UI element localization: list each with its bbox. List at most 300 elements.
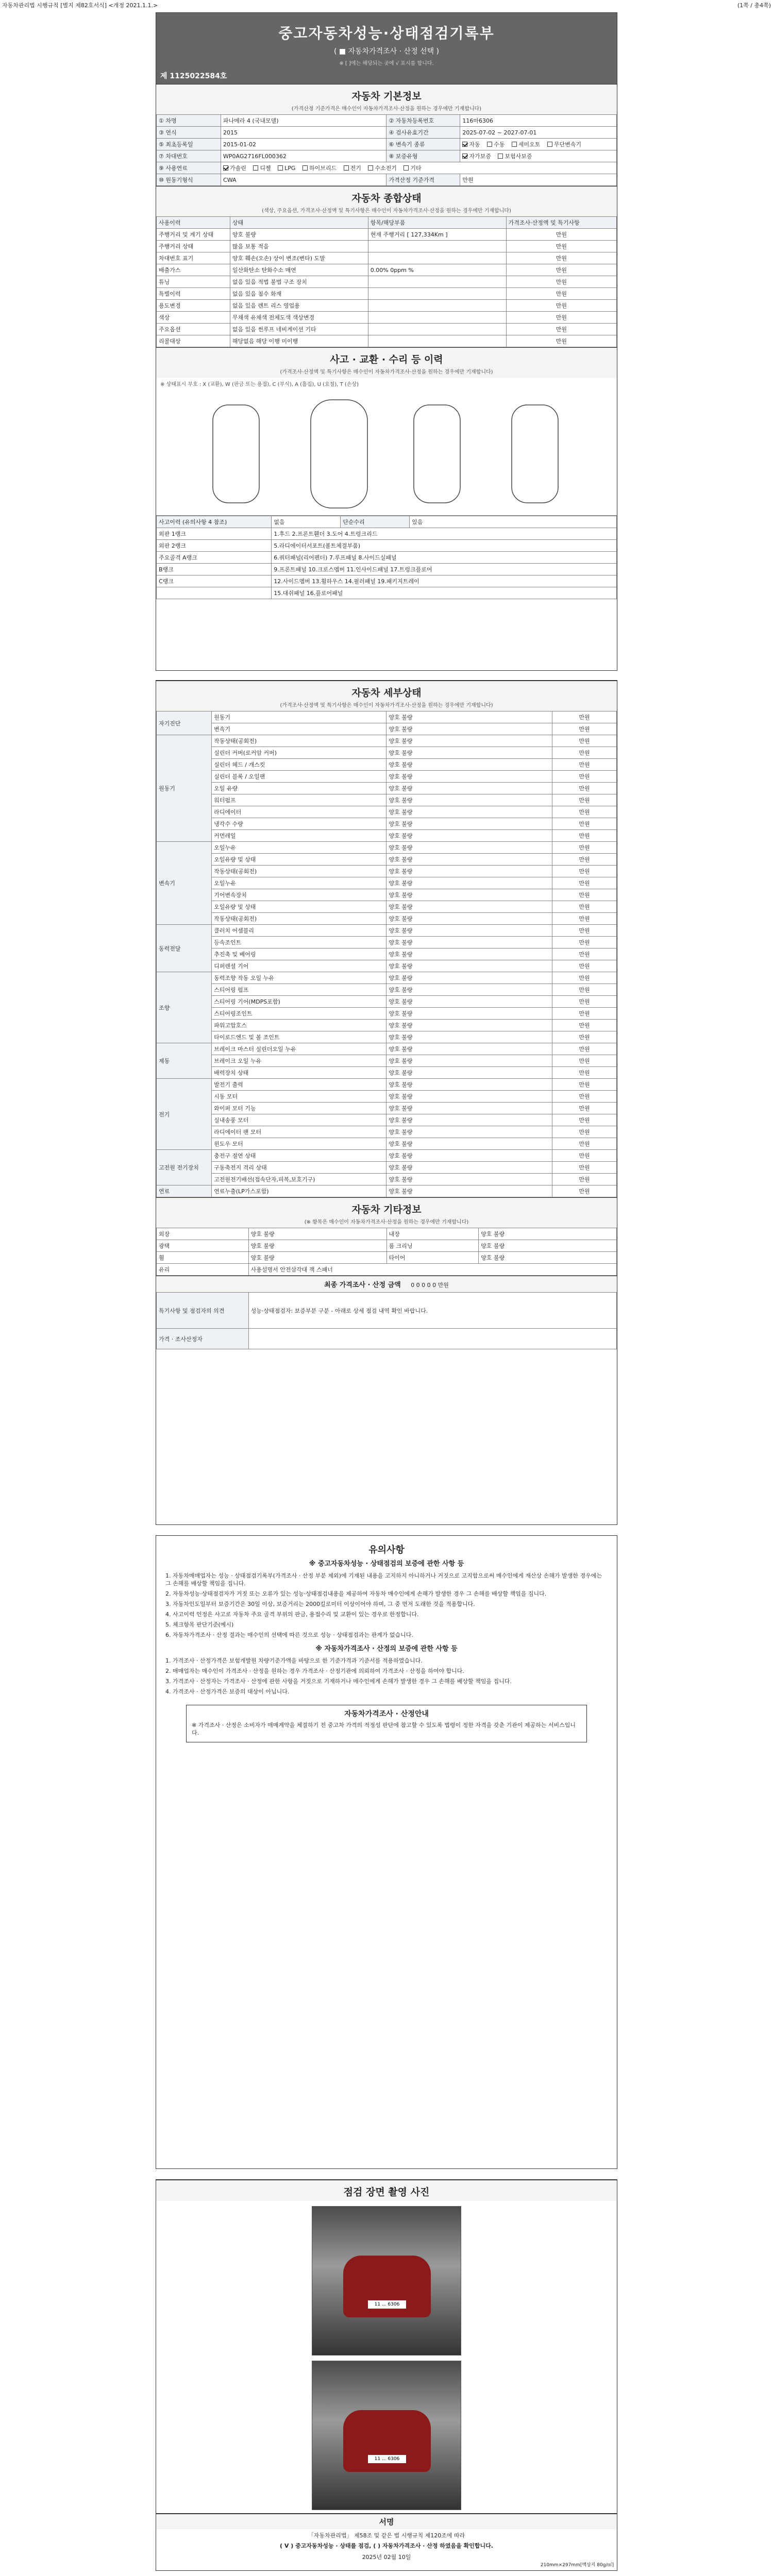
item-label: 등속조인트 <box>212 937 386 948</box>
group-label: 자기진단 <box>157 711 212 735</box>
item-label: 충전구 절연 상태 <box>212 1150 386 1162</box>
item-status: 양호 불량 <box>386 1138 552 1150</box>
accident-value: 없음 <box>272 516 341 528</box>
group-label: 변속기 <box>157 842 212 925</box>
rank-parts: 15.대쉬패널 16.플로어패널 <box>272 587 617 599</box>
rank-parts: 6.쿼터패널(리어펜더) 7.루프패널 8.사이드실패널 <box>272 552 617 564</box>
item-status: 양호 불량 <box>386 925 552 937</box>
row-detail <box>368 300 506 312</box>
record-number: 제 1125022584호 <box>160 72 227 80</box>
section-title: 서명 <box>379 2517 394 2527</box>
item-status: 양호 불량 <box>386 1091 552 1103</box>
reg-no-value: 116마6306 <box>460 115 617 127</box>
table-row <box>157 276 617 288</box>
section-note: (색상, 주요옵션, 가격조사·산정액 및 특기사항은 매수인이 자동차가격조사·산정을 원하는 경우에만 기재합니다) <box>262 208 511 214</box>
etc-item: 타이어 <box>386 1252 479 1264</box>
table-row <box>157 866 617 877</box>
table-row <box>157 842 617 854</box>
table-row <box>157 806 617 818</box>
item-status: 양호 불량 <box>386 747 552 759</box>
trans-opt: 무단변속기 <box>553 141 582 148</box>
item-status: 양호 불량 <box>386 771 552 783</box>
row-status: 일산화탄소 탄화수소 매연 <box>230 264 368 276</box>
table-row <box>157 723 617 735</box>
row-label: 튜닝 <box>157 276 230 288</box>
item-status: 양호 불량 <box>386 1185 552 1197</box>
row-label: 색상 <box>157 312 230 324</box>
table-row <box>157 312 617 324</box>
item-label: 원동기 <box>212 711 386 723</box>
notice-item: 6. 자동차가격조사 · 산정 결과는 매수인의 선택에 따른 것으로 성능 · 상태점검과는 관계가 없습니다. <box>165 1632 413 1638</box>
item-price: 만원 <box>552 937 616 948</box>
row-price: 만원 <box>506 241 616 252</box>
etc-table <box>156 1228 617 1276</box>
table-row <box>157 913 617 925</box>
item-status: 양호 불량 <box>386 818 552 830</box>
row-status: 양호 불량 <box>230 229 368 241</box>
item-price: 만원 <box>552 747 616 759</box>
section-title: 자동차 기타정보 <box>351 1204 422 1215</box>
table-row <box>157 1264 617 1276</box>
checkbox-icon <box>498 154 503 159</box>
item-label: 작동상태(공회전) <box>212 913 386 925</box>
notice-item: 4. 가격조사 · 산정가격은 보증의 대상이 아닙니다. <box>165 1688 290 1695</box>
page-count: (1쪽 / 총4쪽) <box>737 2 771 9</box>
item-price: 만원 <box>552 1055 616 1067</box>
basic-info-header <box>156 84 617 114</box>
table-row <box>157 1114 617 1126</box>
table-row <box>157 1252 617 1264</box>
etc-item: 룸 크리닝 <box>386 1240 479 1252</box>
item-label: 고전원전기배선(접속단자,피복,보호기구) <box>212 1174 386 1185</box>
row-label: 리콜대상 <box>157 335 230 347</box>
item-price: 만원 <box>552 901 616 913</box>
table-row <box>157 575 617 587</box>
row-label: 주행거리 상태 <box>157 241 230 252</box>
section-title: 사고 · 교환 · 수리 등 이력 <box>330 354 443 365</box>
row-status: 없음 있음 침수 화재 <box>230 288 368 300</box>
item-status: 양호 불량 <box>386 794 552 806</box>
item-price: 만원 <box>552 794 616 806</box>
row-detail <box>368 335 506 347</box>
table-row <box>157 1091 617 1103</box>
license-plate: 11 ... 6306 <box>368 2300 406 2309</box>
item-label: 오일 유량 <box>212 783 386 794</box>
checkbox-icon <box>512 142 517 147</box>
item-price: 만원 <box>552 1020 616 1031</box>
paper-spec: 210mm×297mm[백상지 80g/㎡] <box>540 2563 614 2568</box>
car-top-view <box>311 400 367 508</box>
table-row <box>157 1126 617 1138</box>
item-price: 만원 <box>552 854 616 866</box>
item-label: 윈도우 모터 <box>212 1138 386 1150</box>
row-price: 만원 <box>506 264 616 276</box>
page-two <box>156 680 617 1525</box>
etc-status: 양호 불량 <box>248 1228 386 1240</box>
item-label: 파워고압호스 <box>212 1020 386 1031</box>
notice-item: 2. 자동차성능·상태점검자가 거짓 또는 오류가 있는 성능·상태점검내용을 제공하여 자동차 매수인에게 손해가 발생한 경우 그 손해를 배상할 책임을 집니다. <box>165 1590 547 1597</box>
item-label: 기어변속장치 <box>212 889 386 901</box>
signature-line: 「자동차관리법」 제58조 및 같은 법 시행규칙 제120조에 따라 <box>308 2532 465 2539</box>
item-price: 만원 <box>552 1162 616 1174</box>
item-status: 양호 불량 <box>386 1150 552 1162</box>
item-status: 양호 불량 <box>386 711 552 723</box>
item-price: 만원 <box>552 960 616 972</box>
item-status: 양호 불량 <box>386 1103 552 1114</box>
item-label: 워터펌프 <box>212 794 386 806</box>
item-status: 양호 불량 <box>386 901 552 913</box>
detail-header <box>156 681 617 711</box>
group-label: 고전원 전기장치 <box>157 1150 212 1185</box>
row-status: 없음 있음 렌트 리스 영업용 <box>230 300 368 312</box>
item-price: 만원 <box>552 1008 616 1020</box>
item-label: 오일유량 및 상태 <box>212 901 386 913</box>
item-status: 양호 불량 <box>386 913 552 925</box>
table-row <box>157 830 617 842</box>
pricing-guide-box <box>186 1705 587 1742</box>
table-row <box>157 711 617 723</box>
trans-opt: 세미오토 <box>518 141 541 148</box>
table-row <box>157 972 617 984</box>
page-one <box>156 12 617 671</box>
fuel-opt: 수소전기 <box>375 165 397 172</box>
row-detail <box>368 241 506 252</box>
vin-value: WP0AG2716FL000362 <box>221 150 386 162</box>
rank-parts: 5.라디에이터서포트(볼트체결부품) <box>272 540 617 552</box>
first-reg-label: ⑤ 최초등록일 <box>157 139 221 150</box>
checkbox-icon <box>344 165 349 171</box>
col-header: 가격조사·산정액 및 특기사항 <box>506 217 616 229</box>
etc-status: 양호 불량 <box>479 1240 617 1252</box>
fuel-opt: 전기 <box>350 165 361 172</box>
section-title: 자동차 기본정보 <box>351 91 422 102</box>
item-label: 디퍼렌셜 기어 <box>212 960 386 972</box>
page-three <box>156 1535 617 2169</box>
notice-item: 1. 가격조사 · 산정가격은 보험개발원 차량기준가액을 바탕으로 한 기준가격과 기준서를 적용하였습니다. <box>165 1657 423 1664</box>
price-unit: 만원 <box>460 174 617 186</box>
page-four <box>156 2179 617 2561</box>
item-status: 양호 불량 <box>386 1020 552 1031</box>
row-label: 차대번호 표기 <box>157 252 230 264</box>
fuel-opt: 디젤 <box>260 165 271 172</box>
item-price: 만원 <box>552 1138 616 1150</box>
table-row <box>157 889 617 901</box>
table-row <box>157 552 617 564</box>
item-price: 만원 <box>552 783 616 794</box>
notice-title: 유의사항 <box>368 1545 405 1555</box>
checkbox-icon <box>303 165 308 171</box>
signature-section <box>156 2513 617 2571</box>
item-price: 만원 <box>552 1114 616 1126</box>
document-subtitle: ( ■ 자동차가격조사 · 산정 선택 ) <box>333 47 440 56</box>
table-row <box>157 771 617 783</box>
item-label: 배력장치 상태 <box>212 1067 386 1079</box>
status-legend: ※ 상태표시 부호 : X (교환), W (판금 또는 용접), C (부식), A (흠집), U (요철), T (손상) <box>160 382 359 387</box>
etc-item: 유리 <box>157 1264 249 1276</box>
table-row <box>157 1043 617 1055</box>
item-price: 만원 <box>552 877 616 889</box>
item-price: 만원 <box>552 1174 616 1185</box>
item-label: 스티어링 기어(MDPS포함) <box>212 996 386 1008</box>
notice-item: 3. 가격조사 · 산정자는 가격조사 · 산정에 관한 사항을 거짓으로 기재하거나 매수인에게 손해가 발생한 경우 그 손해를 배상할 책임을 집니다. <box>165 1678 512 1685</box>
table-row <box>157 996 617 1008</box>
item-status: 양호 불량 <box>386 854 552 866</box>
item-price: 만원 <box>552 996 616 1008</box>
table-row <box>157 1228 617 1240</box>
item-label: 실린더 블록 / 오일팬 <box>212 771 386 783</box>
overall-table <box>156 216 617 347</box>
row-status: 없음 있음 썬루프 네비게이션 기타 <box>230 324 368 335</box>
item-label: 냉각수 수량 <box>212 818 386 830</box>
table-row <box>157 1067 617 1079</box>
license-plate: 11 ... 6306 <box>368 2455 406 2463</box>
item-label: 스티어링 펌프 <box>212 984 386 996</box>
total-price <box>156 1276 617 1292</box>
document-title: 중고자동차성능·상태점검기록부 <box>278 25 495 42</box>
notice-item: 3. 자동차인도일부터 보증기간은 30일 이상, 보증거리는 2000킬로미터 이상이어야 하며, 그 중 먼저 도래한 것을 적용합니다. <box>165 1601 475 1607</box>
table-row <box>157 960 617 972</box>
table-row <box>157 901 617 913</box>
trans-opt: 자동 <box>469 141 480 148</box>
table-row <box>157 300 617 312</box>
section-note: (가격산정 기준가격은 매수인이 자동차가격조사·산정을 원하는 경우에만 기재합니다) <box>291 106 482 112</box>
rank-label: B랭크 <box>157 564 272 575</box>
table-row <box>157 948 617 960</box>
item-status: 양호 불량 <box>386 972 552 984</box>
table-row <box>157 335 617 347</box>
reg-no-label: ② 자동차등록번호 <box>386 115 460 127</box>
table-row <box>157 877 617 889</box>
item-status: 양호 불량 <box>386 889 552 901</box>
row-price: 만원 <box>506 300 616 312</box>
accident-header <box>156 347 617 378</box>
row-price: 만원 <box>506 288 616 300</box>
notice-item: 4. 사고이력 인정은 사고로 자동차 주요 골격 부위의 판금, 용접수리 및 교환이 있는 경우로 한정합니다. <box>165 1611 419 1618</box>
row-status: 양호 훼손(오손) 상이 변조(변타) 도말 <box>230 252 368 264</box>
notice-section <box>156 1536 617 1756</box>
row-status: 해당없음 해당 이행 미이행 <box>230 335 368 347</box>
guide-text: ※ 가격조사 · 산정은 소비자가 매매계약을 체결하기 전 중고차 가격의 적정성 판단에 참고할 수 있도록 법령이 정한 자격을 갖춘 기관이 제공하는 서비스입니다. <box>192 1722 576 1736</box>
item-price: 만원 <box>552 735 616 747</box>
checkbox-icon <box>462 154 467 159</box>
price-label: 가격산정 기준가격 <box>386 174 460 186</box>
item-price: 만원 <box>552 818 616 830</box>
checkbox-icon <box>404 165 409 171</box>
item-label: 브레이크 오일 누유 <box>212 1055 386 1067</box>
table-row <box>157 1138 617 1150</box>
item-status: 양호 불량 <box>386 960 552 972</box>
table-row <box>157 1174 617 1185</box>
item-price: 만원 <box>552 1185 616 1197</box>
item-label: 변속기 <box>212 723 386 735</box>
trans-label: ⑥ 변속기 종류 <box>386 139 460 150</box>
item-price: 만원 <box>552 1150 616 1162</box>
inspect-label: ④ 검사유효기간 <box>386 127 460 139</box>
item-status: 양호 불량 <box>386 937 552 948</box>
row-status: 많음 보통 적음 <box>230 241 368 252</box>
year-label: ③ 연식 <box>157 127 221 139</box>
table-row <box>157 735 617 747</box>
item-label: 오일누유 <box>212 877 386 889</box>
rank-label: 주요골격 A랭크 <box>157 552 272 564</box>
row-detail <box>368 288 506 300</box>
row-detail <box>368 276 506 288</box>
warranty-opt: 보험사보증 <box>505 153 532 160</box>
item-label: 작동상태(공회전) <box>212 866 386 877</box>
table-row <box>157 1240 617 1252</box>
item-label: 연료누출(LP가스포함) <box>212 1185 386 1197</box>
item-label: 오일유량 및 상태 <box>212 854 386 866</box>
vin-label: ⑦ 차대번호 <box>157 150 221 162</box>
form-header <box>0 0 773 9</box>
signature-date: 2025년 02월 10일 <box>362 2554 411 2561</box>
item-status: 양호 불량 <box>386 723 552 735</box>
warranty-label: ⑧ 보증유형 <box>386 150 460 162</box>
inspect-value: 2025-07-02 ~ 2027-07-01 <box>460 127 617 139</box>
row-price: 만원 <box>506 252 616 264</box>
group-label: 원동기 <box>157 735 212 842</box>
item-price: 만원 <box>552 759 616 771</box>
car-damage-diagram <box>156 389 617 516</box>
trans-opt: 수동 <box>494 141 505 148</box>
item-status: 양호 불량 <box>386 866 552 877</box>
col-header: 항목/해당부품 <box>368 217 506 229</box>
rank-label <box>157 587 272 599</box>
title-banner <box>156 13 617 84</box>
table-row <box>157 1185 617 1197</box>
checkbox-icon <box>368 165 373 171</box>
etc-status: 양호 불량 <box>248 1252 386 1264</box>
item-label: 발전기 출력 <box>212 1079 386 1091</box>
item-price: 만원 <box>552 925 616 937</box>
item-label: 클러치 어셈블리 <box>212 925 386 937</box>
section-title: 자동차 세부상태 <box>351 687 422 699</box>
group-label: 조향 <box>157 972 212 1043</box>
table-row <box>157 925 617 937</box>
notice-item: 1. 자동차매매업자는 성능 · 상태점검기록부(가격조사 · 산정 부분 제외)에 기재된 내용을 고지하지 아니하거나 거짓으로 고지함으로써 매수인에게 재산상 손해가 발생한 경우에는 그 손해를 배상할 책임을 집니다. <box>165 1572 602 1587</box>
item-label: 오일누유 <box>212 842 386 854</box>
table-row <box>157 818 617 830</box>
section-note: (가격조사·산정액 및 특기사항은 매수인이 자동차가격조사·산정을 원하는 경우에만 기재합니다) <box>280 703 493 708</box>
etc-item: 내장 <box>386 1228 479 1240</box>
item-status: 양호 불량 <box>386 1126 552 1138</box>
check-note: ※ [ ]에는 해당되는 곳에 √ 표시를 합니다. <box>339 61 434 66</box>
table-row <box>157 1008 617 1020</box>
accident-label: 사고이력 (유의사항 4 참조) <box>157 516 272 528</box>
table-row <box>157 564 617 575</box>
item-price: 만원 <box>552 830 616 842</box>
table-row <box>157 1055 617 1067</box>
row-price: 만원 <box>506 335 616 347</box>
inspection-photo-rear <box>312 2361 461 2510</box>
table-row <box>157 587 617 599</box>
table-row <box>157 783 617 794</box>
table-row <box>157 1162 617 1174</box>
item-status: 양호 불량 <box>386 735 552 747</box>
item-price: 만원 <box>552 889 616 901</box>
car-right-side <box>512 405 558 503</box>
row-label: 용도변경 <box>157 300 230 312</box>
checkbox-icon <box>253 165 258 171</box>
row-price: 만원 <box>506 229 616 241</box>
total-label: 최종 가격조사 · 산정 금액 <box>324 1281 401 1289</box>
checkbox-icon <box>487 142 492 147</box>
first-reg-value: 2015-01-02 <box>221 139 386 150</box>
item-price: 만원 <box>552 1091 616 1103</box>
overall-header <box>156 186 617 216</box>
item-price: 만원 <box>552 842 616 854</box>
basic-items: 사용설명서 안전삼각대 잭 스패너 <box>248 1264 616 1276</box>
row-label: 배출가스 <box>157 264 230 276</box>
item-price: 만원 <box>552 984 616 996</box>
item-price: 만원 <box>552 711 616 723</box>
checkbox-icon <box>278 165 283 171</box>
rank-label: 외판 1랭크 <box>157 528 272 540</box>
opinion-text: 성능·상태점검자: 보증부분 구분 - 아래로 상세 점검 내역 확인 바랍니다. <box>248 1293 616 1329</box>
item-label: 타이로드엔드 및 볼 조인트 <box>212 1031 386 1043</box>
notice-item: 5. 체크항목 판단기준(예시) <box>165 1621 234 1628</box>
group-label: 제동 <box>157 1043 212 1079</box>
item-label: 추진축 및 베어링 <box>212 948 386 960</box>
opinion-label: 특기사항 및 점검자의 의견 <box>157 1293 249 1329</box>
item-label: 작동상태(공회전) <box>212 735 386 747</box>
item-price: 만원 <box>552 1067 616 1079</box>
trans-options <box>460 139 617 150</box>
table-row <box>157 264 617 276</box>
fuel-label: ⑨ 사용연료 <box>157 162 221 174</box>
item-status: 양호 불량 <box>386 984 552 996</box>
col-header: 사용이력 <box>157 217 230 229</box>
section-title: 점검 장면 촬영 사진 <box>343 2187 430 2198</box>
pricing-label: 가격 · 조사산정자 <box>157 1329 249 1349</box>
warranty-options <box>460 150 617 162</box>
checkbox-icon <box>462 142 467 147</box>
etc-status: 양호 불량 <box>479 1228 617 1240</box>
table-row <box>157 794 617 806</box>
repair-label: 단순수리 <box>341 516 410 528</box>
item-status: 양호 불량 <box>386 1055 552 1067</box>
fuel-opt: 기타 <box>410 165 422 172</box>
guide-title: 자동차가격조사 · 산정안내 <box>344 1710 429 1718</box>
row-detail <box>368 324 506 335</box>
row-label: 특별이력 <box>157 288 230 300</box>
section-title: 자동차 종합상태 <box>351 193 422 204</box>
item-label: 실린더 헤드 / 개스킷 <box>212 759 386 771</box>
item-price: 만원 <box>552 806 616 818</box>
item-status: 양호 불량 <box>386 1162 552 1174</box>
item-price: 만원 <box>552 972 616 984</box>
table-row <box>157 854 617 866</box>
item-price: 만원 <box>552 1031 616 1043</box>
checkbox-icon <box>223 165 228 171</box>
row-detail <box>368 312 506 324</box>
basic-info-table <box>156 114 617 186</box>
row-status: 없음 있음 적법 불법 구조 장치 <box>230 276 368 288</box>
photo-header <box>156 2180 617 2201</box>
item-status: 양호 불량 <box>386 996 552 1008</box>
item-price: 만원 <box>552 913 616 925</box>
item-status: 양호 불량 <box>386 783 552 794</box>
item-label: 실내송풍 모터 <box>212 1114 386 1126</box>
signature-line: ( V ) 중고자동차성능 · 상태를 점검, ( ) 자동차가격조사 · 산정 하였음을 확인합니다. <box>280 2543 493 2549</box>
item-status: 양호 불량 <box>386 948 552 960</box>
table-row <box>157 324 617 335</box>
fuel-options <box>221 162 617 174</box>
item-status: 양호 불량 <box>386 1079 552 1091</box>
table-row <box>157 747 617 759</box>
group-label: 동력전달 <box>157 925 212 972</box>
item-label: 커먼레일 <box>212 830 386 842</box>
